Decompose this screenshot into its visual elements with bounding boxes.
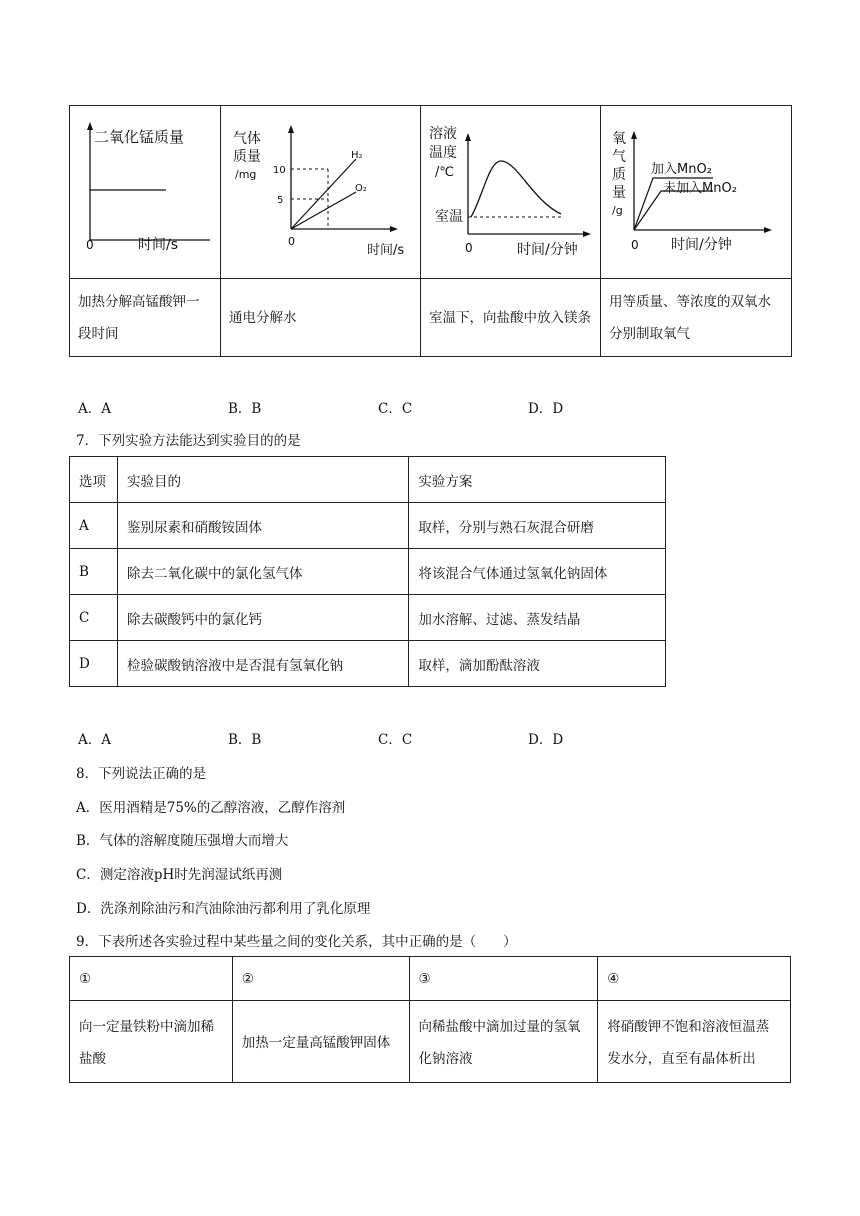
q9-cell-1: 向一定量铁粉中滴加稀盐酸 (70, 1001, 233, 1083)
q8-option-b[interactable]: B．气体的溶解度随压强增大而增大 (76, 833, 289, 849)
origin-label: 0 (631, 238, 639, 252)
q7-cell-plan: 加水溶解、过滤、蒸发结晶 (409, 595, 666, 641)
chart-cell-4 (601, 106, 792, 279)
series-label-h2: H₂ (351, 150, 363, 161)
q7-cell-label: B (70, 549, 118, 595)
y-arrow-icon (631, 131, 637, 139)
chart-gas-mass (221, 106, 420, 274)
y-label-char-1: 氧 (612, 131, 626, 147)
q7-table (69, 456, 666, 687)
chart-cell-1 (70, 106, 221, 279)
q6-option-d[interactable]: D．D (528, 401, 564, 417)
q8-option-a[interactable]: A．医用酒精是75%的乙醇溶液，乙醇作溶剂 (76, 800, 346, 816)
y-label-line-1: 气体 (233, 131, 261, 147)
x-axis-label: 时间/分钟 (517, 242, 578, 258)
y-tick-10: 10 (273, 165, 286, 176)
x-arrow-icon (390, 226, 398, 232)
q9-table (69, 956, 791, 1083)
series-label-o2: O₂ (355, 183, 367, 194)
y-label-char-5: /g (612, 204, 623, 217)
y-arrow-icon (288, 125, 294, 133)
y-tick-5: 5 (277, 195, 284, 206)
series-label-without-mno2: 未加入MnO₂ (663, 181, 737, 196)
chart-mno2-mass (70, 106, 220, 274)
origin-label: 0 (86, 238, 94, 252)
table-row (70, 595, 666, 641)
y-label-line-1: 溶液 (429, 126, 457, 142)
series-label-with-mno2: 加入MnO₂ (651, 162, 712, 177)
q6-option-a[interactable]: A．A (78, 401, 111, 417)
x-axis-label: 时间/s (138, 237, 179, 253)
y-label-line-3: /℃ (435, 165, 454, 180)
q9-cell-2: 加热一定量高锰酸钾固体 (232, 1001, 409, 1083)
q9-header-3: ③ (409, 957, 598, 1001)
y-label-line-3: /mg (235, 168, 257, 181)
q7-cell-label: A (70, 503, 118, 549)
chart-cell-3 (421, 106, 601, 279)
y-label-char-3: 质 (612, 167, 626, 183)
q6-option-c[interactable]: C．C (378, 401, 413, 417)
q7-option-b[interactable]: B．B (228, 732, 262, 748)
q7-cell-label: D (70, 641, 118, 687)
q7-cell-plan: 取样，分别与熟石灰混合研磨 (409, 503, 666, 549)
q7-cell-purpose: 检验碳酸钠溶液中是否混有氢氧化钠 (117, 641, 408, 687)
q7-cell-plan: 取样，滴加酚酞溶液 (409, 641, 666, 687)
q7-cell-purpose: 鉴别尿素和硝酸铵固体 (117, 503, 408, 549)
q8-stem: 8．下列说法正确的是 (76, 766, 207, 782)
q7-cell-plan: 将该混合气体通过氢氧化钠固体 (409, 549, 666, 595)
q7-option-a[interactable]: A．A (78, 732, 111, 748)
table-row (70, 549, 666, 595)
desc-cell-1: 加热分解高锰酸钾一段时间 (70, 279, 221, 357)
q7-header-option: 选项 (70, 457, 118, 503)
q7-cell-purpose: 除去碳酸钙中的氯化钙 (117, 595, 408, 641)
q7-option-d[interactable]: D．D (528, 732, 564, 748)
q8-option-c[interactable]: C．测定溶液pH时先润湿试纸再测 (76, 867, 283, 883)
chart-cell-2 (221, 106, 421, 279)
q7-stem: 7．下列实验方法能达到实验目的的是 (76, 433, 301, 449)
q9-cell-4: 将硝酸钾不饱和溶液恒温蒸发水分，直至有晶体析出 (598, 1001, 791, 1083)
q9-header-4: ④ (598, 957, 791, 1001)
y-arrow-icon (87, 122, 93, 130)
q6-option-b[interactable]: B．B (228, 401, 262, 417)
origin-label: 0 (465, 241, 473, 255)
q7-cell-purpose: 除去二氧化碳中的氯化氢气体 (117, 549, 408, 595)
y-label-char-2: 气 (612, 149, 626, 165)
q7-option-c[interactable]: C．C (378, 732, 413, 748)
desc-cell-2: 通电分解水 (221, 279, 421, 357)
q9-stem: 9．下表所述各实验过程中某些量之间的变化关系，其中正确的是（ ） (76, 934, 517, 950)
x-axis-label: 时间/分钟 (671, 237, 732, 253)
series-o2-line (291, 192, 356, 229)
table-row (70, 1001, 791, 1083)
y-label-line-2: 温度 (429, 145, 457, 161)
q7-cell-label: C (70, 595, 118, 641)
x-arrow-icon (764, 227, 772, 233)
q9-cell-3: 向稀盐酸中滴加过量的氢氧化钠溶液 (409, 1001, 598, 1083)
y-label-char-4: 量 (612, 185, 626, 201)
q9-header-1: ① (70, 957, 233, 1001)
x-axis-label: 时间/s (367, 243, 405, 258)
y-tick-room-temp: 室温 (435, 209, 463, 225)
q9-header-2: ② (232, 957, 409, 1001)
table-row (70, 641, 666, 687)
x-arrow-icon (583, 231, 591, 237)
y-arrow-icon (465, 133, 471, 141)
y-label-line-2: 质量 (233, 149, 261, 165)
desc-cell-4: 用等质量、等浓度的双氧水分别制取氧气 (601, 279, 792, 357)
desc-cell-3: 室温下，向盐酸中放入镁条 (421, 279, 601, 357)
y-axis-label: 二氧化锰质量 (94, 128, 185, 146)
table-row (70, 503, 666, 549)
chart-oxygen-mass (601, 106, 791, 274)
q7-header-purpose: 实验目的 (117, 457, 408, 503)
chart-solution-temp (421, 106, 600, 274)
q7-header-plan: 实验方案 (409, 457, 666, 503)
origin-label: 0 (288, 235, 295, 248)
q8-option-d[interactable]: D．洗涤剂除油污和汽油除油污都利用了乳化原理 (76, 901, 371, 917)
q6-chart-table (69, 105, 792, 357)
temperature-curve (471, 161, 561, 217)
